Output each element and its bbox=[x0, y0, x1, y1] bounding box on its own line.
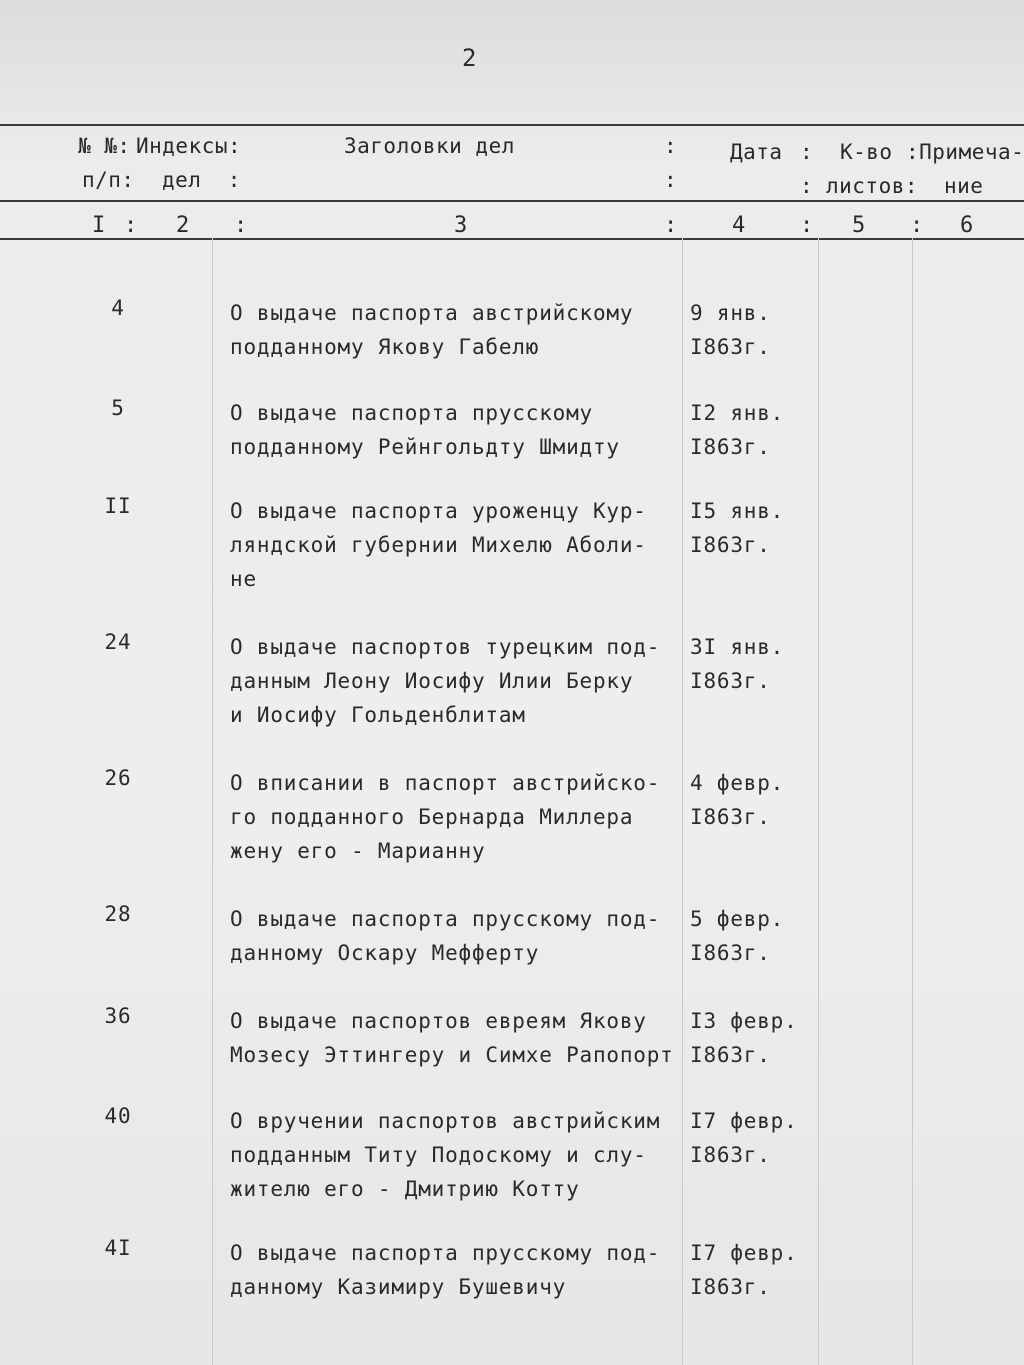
column-numbers-rule bbox=[0, 238, 1024, 240]
page-number: 2 bbox=[462, 44, 477, 72]
header-titles: Заголовки дел bbox=[344, 134, 515, 158]
column-divider bbox=[912, 238, 913, 1365]
entry-number: 5 bbox=[111, 396, 125, 420]
header-number-sub: п/п: bbox=[82, 168, 135, 192]
column-separator: : bbox=[910, 213, 924, 238]
entry-number: 28 bbox=[104, 902, 132, 926]
header-bottom-rule bbox=[0, 200, 1024, 202]
header-number: № №: bbox=[78, 134, 131, 158]
column-number: 6 bbox=[960, 213, 974, 238]
column-separator: : bbox=[234, 213, 248, 238]
entry-number: 26 bbox=[104, 766, 132, 790]
header-notes-sub: ние bbox=[944, 174, 984, 198]
header-date: Дата bbox=[730, 140, 783, 164]
entry-date: 3I янв. I863г. bbox=[690, 635, 785, 693]
entry-date: 5 февр. I863г. bbox=[690, 907, 785, 965]
entry-number: 4 bbox=[111, 296, 125, 320]
entry-number: 36 bbox=[104, 1004, 132, 1028]
column-number: I bbox=[92, 213, 106, 238]
entry-date: I7 февр. I863г. bbox=[690, 1241, 798, 1299]
header-sheets: К-во bbox=[840, 140, 893, 164]
column-separator: : bbox=[664, 213, 678, 238]
header-separator: : bbox=[664, 134, 678, 158]
header-separator: : bbox=[664, 168, 678, 192]
table-top-rule bbox=[0, 124, 1024, 126]
entry-number: 4I bbox=[104, 1236, 132, 1260]
header-sheets-sub: листов: bbox=[826, 174, 919, 198]
entry-date: I7 февр. I863г. bbox=[690, 1109, 798, 1167]
entry-date: 4 февр. I863г. bbox=[690, 771, 785, 829]
header-separator: : bbox=[800, 140, 814, 164]
column-number: 3 bbox=[454, 213, 468, 238]
header-index-sub: дел : bbox=[162, 168, 241, 192]
column-separator: : bbox=[800, 213, 814, 238]
entry-title: О выдаче паспорта прусскому под- данному Оскару Мефферту bbox=[230, 907, 661, 965]
entry-date: I2 янв. I863г. bbox=[690, 401, 785, 459]
entry-title: О вписании в паспорт австрийско- го подданного Бернарда Миллера жену его - Марианну bbox=[230, 771, 661, 863]
entry-title: О выдаче паспорта прусскому подданному Рейнгольдту Шмидту bbox=[230, 401, 620, 459]
column-number: 5 bbox=[852, 213, 866, 238]
entry-title: О выдаче паспортов евреям Якову Мозесу Эттингеру и Симхе Рапопорт bbox=[230, 1009, 674, 1067]
entry-title: О выдаче паспорта прусскому под- данному Казимиру Бушевичу bbox=[230, 1241, 661, 1299]
header-separator: : bbox=[800, 174, 814, 198]
entry-date: I3 февр. I863г. bbox=[690, 1009, 798, 1067]
entry-number: 24 bbox=[104, 630, 132, 654]
entry-date: 9 янв. I863г. bbox=[690, 301, 771, 359]
entry-title: О вручении паспортов австрийским подданным Титу Подоскому и слу- жителю его - Дмитрию Котту bbox=[230, 1109, 661, 1201]
column-number: 2 bbox=[176, 213, 190, 238]
header-index: Индексы: bbox=[136, 134, 242, 158]
entry-number: 40 bbox=[104, 1104, 132, 1128]
header-notes: :Примеча- bbox=[906, 140, 1024, 164]
entry-number: II bbox=[104, 494, 132, 518]
column-number: 4 bbox=[732, 213, 746, 238]
entry-title: О выдаче паспортов турецким под- данным Леону Иосифу Илии Берку и Иосифу Гольденблитам bbox=[230, 635, 661, 727]
entry-title: О выдаче паспорта уроженцу Кур- ляндской губернии Михелю Аболи- не bbox=[230, 499, 647, 591]
column-separator: : bbox=[124, 213, 138, 238]
entry-date: I5 янв. I863г. bbox=[690, 499, 785, 557]
entry-title: О выдаче паспорта австрийскому подданному Якову Габелю bbox=[230, 301, 634, 359]
